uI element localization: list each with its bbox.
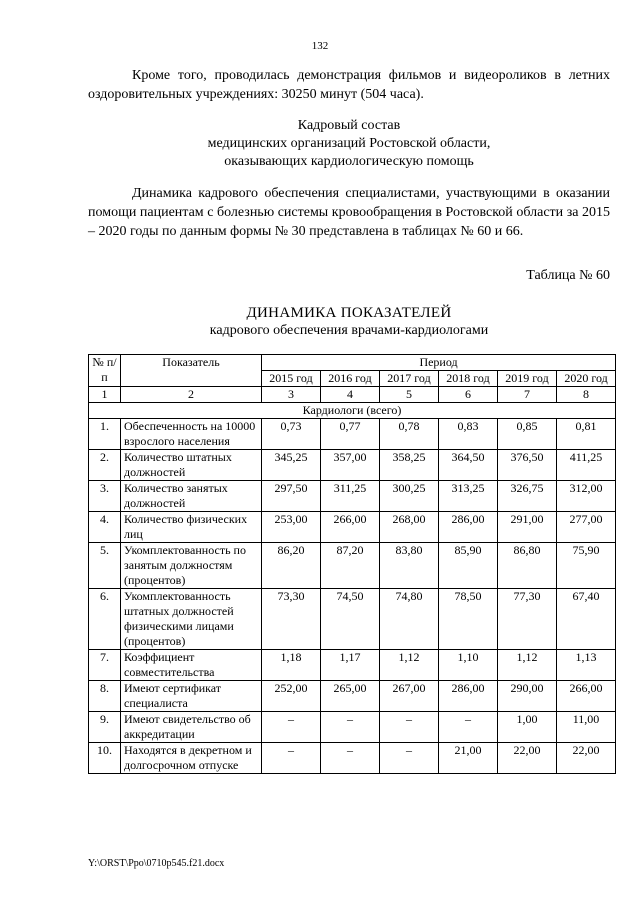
row-indicator: Количество физических лиц	[121, 512, 262, 543]
row-value: 297,50	[262, 481, 321, 512]
row-value: 1,12	[380, 650, 439, 681]
group-row	[89, 403, 616, 419]
row-value: 0,77	[321, 419, 380, 450]
file-path-footer: Y:\ORST\Ppo\0710p545.f21.docx	[88, 858, 225, 869]
row-value: 277,00	[557, 512, 616, 543]
group-label: Кардиологи (всего)	[89, 403, 616, 419]
table-row	[89, 543, 616, 589]
row-value: 286,00	[439, 681, 498, 712]
column-number: 4	[321, 387, 380, 403]
row-indicator: Коэффициент совместительства	[121, 650, 262, 681]
row-value: 311,25	[321, 481, 380, 512]
row-value: –	[262, 712, 321, 743]
row-value: 85,90	[439, 543, 498, 589]
row-value: –	[262, 743, 321, 774]
row-number: 6.	[89, 589, 121, 650]
table-row	[89, 419, 616, 450]
table-row	[89, 450, 616, 481]
row-value: 0,78	[380, 419, 439, 450]
row-value: 1,18	[262, 650, 321, 681]
table-title-block	[88, 304, 610, 340]
row-indicator: Имеют сертификат специалиста	[121, 681, 262, 712]
column-number: 7	[498, 387, 557, 403]
row-value: 266,00	[557, 681, 616, 712]
row-indicator: Укомплектованность штатных должностей физическими лицами (процентов)	[121, 589, 262, 650]
row-value: 1,13	[557, 650, 616, 681]
row-indicator: Количество штатных должностей	[121, 450, 262, 481]
row-value: 0,85	[498, 419, 557, 450]
row-number: 1.	[89, 419, 121, 450]
row-value: 22,00	[557, 743, 616, 774]
row-number: 7.	[89, 650, 121, 681]
row-value: 364,50	[439, 450, 498, 481]
table-row	[89, 512, 616, 543]
row-value: 357,00	[321, 450, 380, 481]
row-value: 74,80	[380, 589, 439, 650]
header-year: 2016 год	[321, 371, 380, 387]
row-value: 376,50	[498, 450, 557, 481]
table-row	[89, 743, 616, 774]
row-number: 9.	[89, 712, 121, 743]
row-value: 83,80	[380, 543, 439, 589]
row-value: 291,00	[498, 512, 557, 543]
header-year: 2020 год	[557, 371, 616, 387]
header-year: 2015 год	[262, 371, 321, 387]
row-value: –	[439, 712, 498, 743]
column-number: 1	[89, 387, 121, 403]
row-value: 74,50	[321, 589, 380, 650]
row-number: 3.	[89, 481, 121, 512]
intro-paragraph: Кроме того, проводилась демонстрация фильмов и видеороликов в летних оздоровительных учреждениях: 30250 минут (504 часа).	[88, 68, 610, 102]
row-value: 73,30	[262, 589, 321, 650]
header-year: 2017 год	[380, 371, 439, 387]
row-value: 286,00	[439, 512, 498, 543]
row-number: 4.	[89, 512, 121, 543]
dynamics-paragraph: Динамика кадрового обеспечения специалистами, участвующими в оказании помощи пациентам с болезнью системы кровообращения в Ростовской области за 2015 – 2020 годы по данным формы № 30 представлена в таблицах № 60 и 66.	[88, 186, 610, 239]
table-row	[89, 650, 616, 681]
row-value: 0,81	[557, 419, 616, 450]
row-value: 313,25	[439, 481, 498, 512]
row-value: 77,30	[498, 589, 557, 650]
section-heading-line-2: медицинских организаций Ростовской области,	[207, 136, 491, 151]
row-value: 21,00	[439, 743, 498, 774]
section-heading-line-3: оказывающих кардиологическую помощь	[224, 154, 474, 169]
table-row	[89, 589, 616, 650]
section-heading-line-1: Кадровый состав	[297, 118, 401, 133]
header-year: 2018 год	[439, 371, 498, 387]
row-value: 1,10	[439, 650, 498, 681]
column-number: 3	[262, 387, 321, 403]
column-number: 5	[380, 387, 439, 403]
row-value: –	[380, 743, 439, 774]
row-value: 253,00	[262, 512, 321, 543]
staffing-table	[88, 354, 616, 774]
table-row	[89, 712, 616, 743]
row-value: 300,25	[380, 481, 439, 512]
row-value: 265,00	[321, 681, 380, 712]
row-number: 2.	[89, 450, 121, 481]
row-value: 86,20	[262, 543, 321, 589]
page-number: 132	[311, 40, 329, 52]
row-value: 86,80	[498, 543, 557, 589]
header-year: 2019 год	[498, 371, 557, 387]
row-value: 267,00	[380, 681, 439, 712]
table-subtitle: кадрового обеспечения врачами-кардиологами	[209, 323, 489, 338]
row-number: 8.	[89, 681, 121, 712]
row-indicator: Укомплектованность по занятым должностям (процентов)	[121, 543, 262, 589]
row-value: 67,40	[557, 589, 616, 650]
row-value: 1,12	[498, 650, 557, 681]
row-value: 1,17	[321, 650, 380, 681]
section-heading	[88, 117, 610, 171]
row-value: 0,83	[439, 419, 498, 450]
row-indicator: Находятся в декретном и долгосрочном отпуске	[121, 743, 262, 774]
row-value: 0,73	[262, 419, 321, 450]
row-value: –	[321, 743, 380, 774]
table-label: Таблица № 60	[526, 268, 610, 283]
row-value: 268,00	[380, 512, 439, 543]
row-value: 87,20	[321, 543, 380, 589]
column-number: 6	[439, 387, 498, 403]
row-value: 78,50	[439, 589, 498, 650]
row-number: 10.	[89, 743, 121, 774]
column-number: 8	[557, 387, 616, 403]
row-value: 326,75	[498, 481, 557, 512]
row-value: 290,00	[498, 681, 557, 712]
header-no: № п/п	[89, 355, 121, 387]
table-row	[89, 481, 616, 512]
row-value: 312,00	[557, 481, 616, 512]
row-value: 358,25	[380, 450, 439, 481]
table-title: ДИНАМИКА ПОКАЗАТЕЛЕЙ	[246, 305, 452, 321]
row-value: –	[321, 712, 380, 743]
row-indicator: Обеспеченность на 10000 взрослого населения	[121, 419, 262, 450]
row-value: 266,00	[321, 512, 380, 543]
row-value: –	[380, 712, 439, 743]
table-column-numbers-row	[89, 387, 616, 403]
row-value: 75,90	[557, 543, 616, 589]
row-number: 5.	[89, 543, 121, 589]
row-indicator: Количество занятых должностей	[121, 481, 262, 512]
column-number: 2	[121, 387, 262, 403]
row-value: 1,00	[498, 712, 557, 743]
row-value: 411,25	[557, 450, 616, 481]
row-value: 22,00	[498, 743, 557, 774]
row-indicator: Имеют свидетельство об аккредитации	[121, 712, 262, 743]
row-value: 252,00	[262, 681, 321, 712]
header-indicator: Показатель	[121, 355, 262, 387]
table-header-row	[89, 355, 616, 371]
row-value: 11,00	[557, 712, 616, 743]
header-period: Период	[262, 355, 616, 371]
row-value: 345,25	[262, 450, 321, 481]
table-row	[89, 681, 616, 712]
